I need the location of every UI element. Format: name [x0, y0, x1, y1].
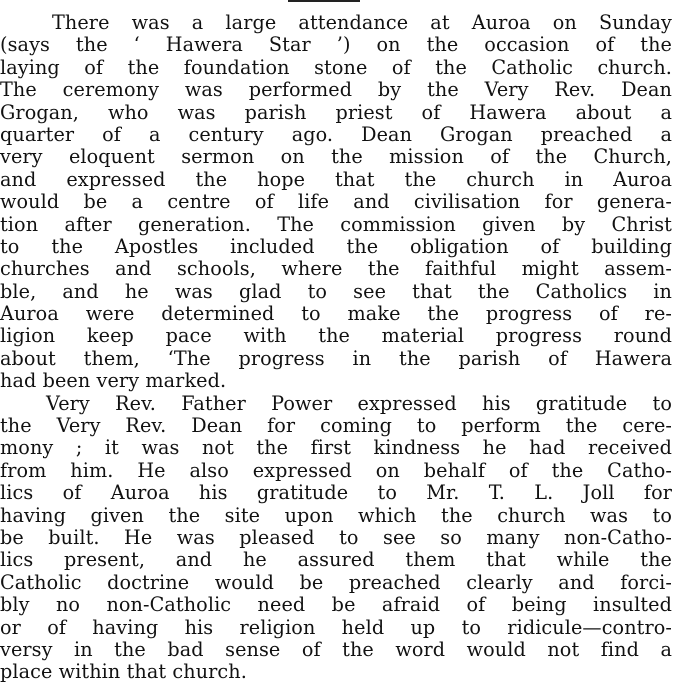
article-line: about them, ‘The progress in the parish of Hawera	[0, 346, 672, 370]
article-line: mony ; it was not the first kindness he had received	[0, 436, 672, 460]
article-line: bly no non-Catholic need be afraid of being insulted	[0, 593, 672, 617]
article-line: versy in the bad sense of the word would not find a	[0, 637, 672, 661]
top-rule	[288, 0, 360, 2]
article-line: ble, and he was glad to see that the Catholics in	[0, 279, 672, 303]
article-line: Catholic doctrine would be preached clearly and forci-	[0, 570, 672, 594]
article-line: The ceremony was performed by the Very Rev. Dean	[0, 78, 672, 102]
article-line: had been very marked.	[0, 369, 227, 393]
article-line: Grogan, who was parish priest of Hawera about a	[0, 100, 672, 124]
article	[0, 12, 680, 684]
article-line: and expressed the hope that the church in Auroa	[0, 167, 672, 191]
article-line: from him. He also expressed on behalf of the Catho-	[0, 458, 672, 482]
article-line: lics present, and he assured them that while the	[0, 548, 672, 572]
article-line: ligion keep pace with the material progress round	[0, 324, 672, 348]
article-line: the Very Rev. Dean for coming to perform the cere-	[0, 414, 672, 438]
article-line: place within that church.	[0, 660, 247, 684]
article-line: be built. He was pleased to see so many non-Catho-	[0, 525, 672, 549]
article-line: would be a centre of life and civilisation for genera-	[0, 190, 672, 214]
article-line: laying of the foundation stone of the Catholic church.	[0, 55, 672, 79]
article-line: tion after generation. The commission given by Christ	[0, 212, 672, 236]
paragraph-1	[0, 12, 680, 393]
article-line: Very Rev. Father Power expressed his gratitude to	[46, 391, 672, 415]
paragraph-2	[0, 393, 680, 684]
article-line: There was a large attendance at Auroa on Sunday	[52, 11, 672, 34]
article-line: having given the site upon which the church was to	[0, 503, 672, 527]
article-line: very eloquent sermon on the mission of the Church,	[0, 145, 672, 169]
article-line: Auroa were determined to make the progress of re-	[0, 302, 672, 326]
article-line: lics of Auroa his gratitude to Mr. T. L. Joll for	[0, 481, 672, 505]
article-line: (says the ‘ Hawera Star ’) on the occasion of the	[0, 33, 672, 57]
article-line: or of having his religion held up to ridicule—contro-	[0, 615, 672, 639]
article-line: to the Apostles included the obligation of building	[0, 234, 672, 258]
article-line: quarter of a century ago. Dean Grogan preached a	[0, 122, 672, 146]
article-line: churches and schools, where the faithful might assem-	[0, 257, 672, 281]
